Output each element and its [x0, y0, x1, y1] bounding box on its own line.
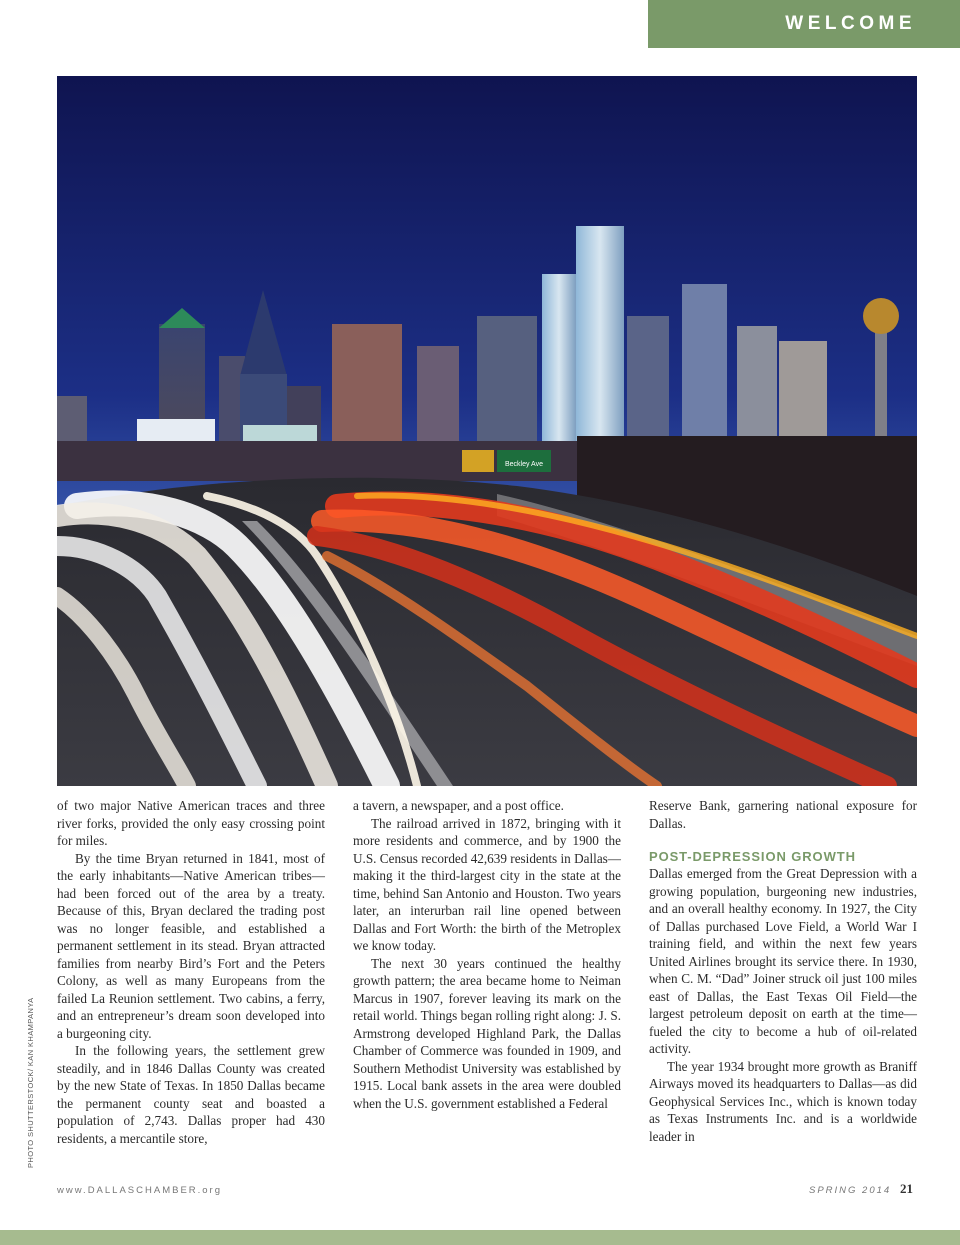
section-title: WELCOME: [785, 13, 916, 34]
footer-issue: SPRING 2014: [809, 1185, 892, 1196]
footer-website: www.DALLASCHAMBER.org: [57, 1185, 223, 1196]
paragraph: By the time Bryan returned in 1841, most of the early inhabitants—Native American tribes—had been forced out of the area by a treaty. Because of this, Bryan declared the trading post was no longer feasible, and established a permanent settlement in its stead. Bryan attracted families from nearby Bird’s Fort and the Peters Colony, as well as many Europeans from the failed La Reunion settlement. Two cabins, a ferry, and an entrepreneur’s dream soon developed into a burgeoning city.: [57, 850, 325, 1041]
paragraph: The next 30 years continued the healthy growth pattern; the area became home to Neiman Marcus in 1907, forever leaving its mark on the retail world. Things began rolling right along: J. S. Armstrong developed Highland Park, the Dallas Chamber of Commerce was founded in 1909, and Southern Methodist University was established by 1915. Local bank assets in the area were doubled when the U.S. government established a Federal: [353, 955, 621, 1111]
section-header-tab: [648, 0, 960, 48]
paragraph: Dallas emerged from the Great Depression with a growing population, burgeoning new industries, and an overall healthy economy. In 1927, the City of Dallas purchased Love Field, a World War I training field, and within the next few years United Airlines brought its service there. In 1930, when C. M. “Dad” Joiner struck oil just 100 miles east of Dallas, the East Texas Oil Field—the largest petroleum deposit on earth at the time—fueled the city to become a hub of oil-related activity.: [649, 866, 917, 1056]
exit-sign-text: Beckley Ave: [504, 461, 544, 468]
paragraph: The railroad arrived in 1872, bringing with it more residents and commerce, and by 1900 the U.S. Census recorded 42,639 residents in Dallas—making it the third-largest city in the state at the time, behind San Antonio and Houston. Two years later, an interurban rail line opened between Dallas and Fort Worth: the birth of the Metroplex we know today.: [353, 815, 621, 953]
paragraph: In the following years, the settlement grew steadily, and in 1846 Dallas County was created by the new State of Texas. In 1850 Dallas became the permanent county seat and boasted a population of 2,743. Dallas proper had 430 residents, a mercantile store,: [57, 1043, 325, 1146]
paragraph: a tavern, a newspaper, and a post office.: [353, 798, 564, 813]
paragraph: The year 1934 brought more growth as Braniff Airways moved its headquarters to Dallas—as did Geophysical Services Inc., which is known today as Texas Instruments Inc. and is a worldwide leader in: [649, 1058, 917, 1144]
dallas-skyline-photo: [57, 76, 917, 786]
photo-credit: PHOTO SHUTTERSTOCK/ KAN KHAMPANYA: [26, 997, 35, 1168]
article-column-2: [353, 797, 621, 1112]
paragraph: of two major Native American traces and three river forks, provided the only easy crossing point for miles.: [57, 798, 325, 848]
article-column-3: [649, 797, 917, 1145]
page-number: 21: [900, 1181, 913, 1196]
bottom-color-band: [0, 1230, 960, 1245]
article-column-1: [57, 797, 325, 1147]
section-subheading: POST-DEPRESSION GROWTH: [649, 849, 856, 864]
paragraph: Reserve Bank, garnering national exposure for Dallas.: [649, 798, 917, 831]
